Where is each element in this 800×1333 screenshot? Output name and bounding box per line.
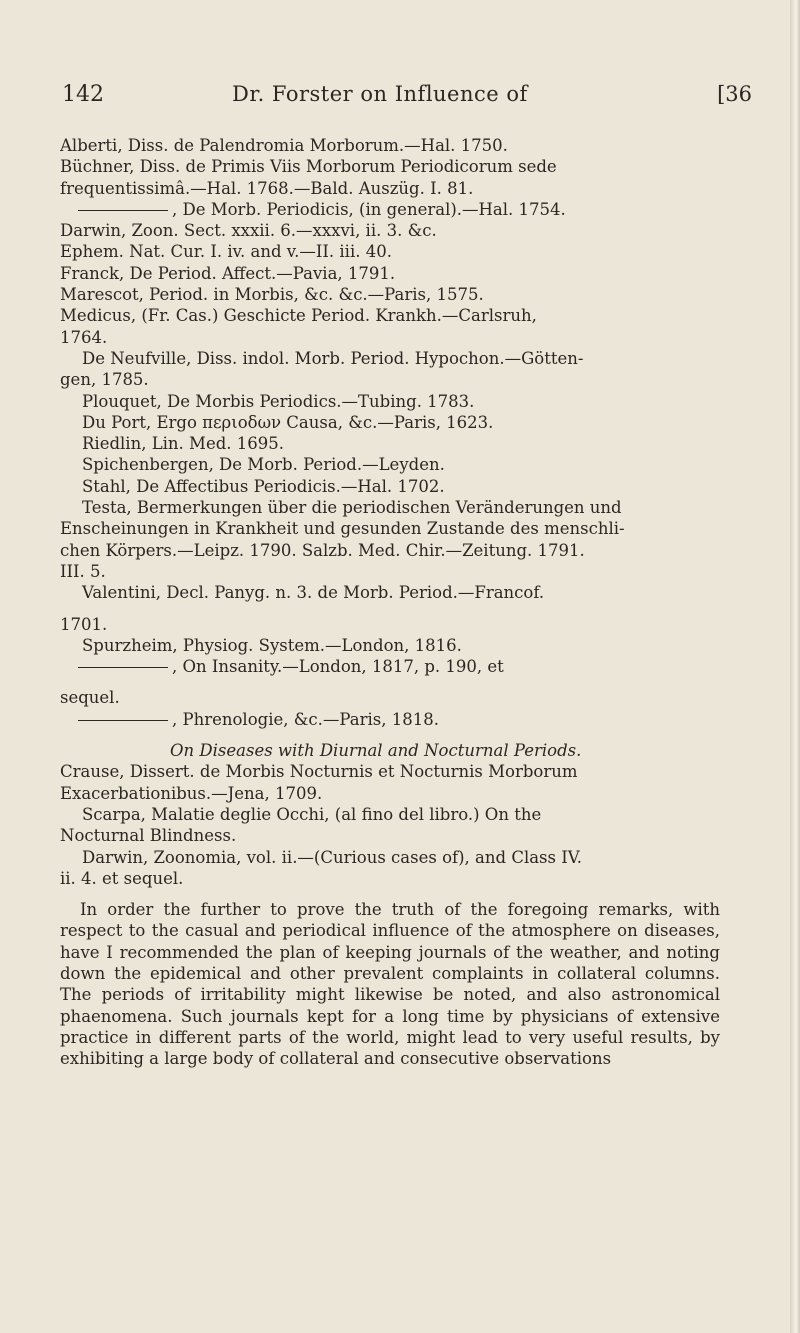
reference-line: Darwin, Zoon. Sect. xxxii. 6.—xxxvi, ii. 3. &c.	[60, 221, 437, 241]
running-title: Dr. Forster on Influence of	[232, 82, 528, 106]
reference-line: Scarpa, Malatie deglie Occhi, (al fino del libro.) On the	[82, 804, 542, 824]
page-edge	[790, 0, 800, 1333]
reference-line: Spichenbergen, De Morb. Period.—Leyden.	[82, 455, 445, 475]
reference-line: Crause, Dissert. de Morbis Nocturnis et Nocturnis Morborum	[60, 762, 578, 782]
reference-line: Ephem. Nat. Cur. I. iv. and v.—II. iii. 40.	[60, 242, 392, 262]
reference-line: III. 5.	[60, 561, 106, 581]
reference-line: Valentini, Decl. Panyg. n. 3. de Morb. Period.—Francof.	[82, 583, 545, 603]
reference-line: Büchner, Diss. de Primis Viis Morborum Periodicorum sede	[60, 157, 557, 177]
reference-line: Medicus, (Fr. Cas.) Geschicte Period. Krankh.—Carlsruh,	[60, 306, 537, 326]
references-block	[60, 135, 755, 1069]
ditto-rule	[78, 667, 168, 668]
section-heading: On Diseases with Diurnal and Nocturnal Periods.	[170, 741, 582, 761]
reference-line: Du Port, Ergo περιοδων Causa, &c.—Paris, 1623.	[82, 412, 494, 432]
reference-line: Exacerbationibus.—Jena, 1709.	[60, 783, 323, 803]
reference-line: ii. 4. et sequel.	[60, 868, 184, 888]
reference-line: gen, 1785.	[60, 370, 149, 390]
reference-line: 1764.	[60, 327, 108, 347]
reference-line: frequentissimâ.—Hal. 1768.—Bald. Auszüg. I. 81.	[60, 178, 474, 198]
reference-line: Testa, Bermerkungen über die periodischen Veränderungen und	[82, 498, 622, 518]
section-bracket: [36	[717, 82, 752, 106]
ditto-rule	[78, 720, 168, 721]
reference-line: Franck, De Period. Affect.—Pavia, 1791.	[60, 263, 396, 283]
reference-line: Darwin, Zoonomia, vol. ii.—(Curious cases of), and Class IV.	[82, 847, 583, 867]
page-number: 142	[62, 82, 104, 107]
body-paragraph: In order the further to prove the truth of the foregoing remarks, with respect to the casual and periodical influence of the atmosphere on diseases, have I recommended the plan of keeping journals of the weather, and noting down the epidemical and other prevalent complaints in collateral columns. The periods of irritability might likewise be noted, and also astronomical phaenomena. Such journals kept for a long time by physicians of extensive practice in different parts of the world, might lead to very useful results, by exhibiting a large body of collateral and consecutive observations	[60, 900, 720, 1069]
reference-line: chen Körpers.—Leipz. 1790. Salzb. Med. Chir.—Zeitung. 1791.	[60, 540, 585, 560]
reference-line: Stahl, De Affectibus Periodicis.—Hal. 1702.	[82, 476, 445, 496]
reference-line: , De Morb. Periodicis, (in general).—Hal. 1754.	[60, 199, 755, 220]
reference-line: Spurzheim, Physiog. System.—London, 1816.	[82, 635, 462, 655]
reference-line: De Neufville, Diss. indol. Morb. Period. Hypochon.—Götten-	[82, 348, 584, 368]
reference-line: Enscheinungen in Krankheit und gesunden Zustande des menschli-	[60, 519, 625, 539]
reference-line: , Phrenologie, &c.—Paris, 1818.	[60, 709, 755, 730]
reference-line: Alberti, Diss. de Palendromia Morborum.—Hal. 1750.	[60, 136, 508, 155]
reference-line: sequel.	[60, 688, 120, 708]
ditto-rule	[78, 210, 168, 211]
reference-line: Plouquet, De Morbis Periodics.—Tubing. 1783.	[82, 391, 475, 411]
page-header	[62, 82, 752, 118]
reference-line: Marescot, Period. in Morbis, &c. &c.—Paris, 1575.	[60, 285, 484, 305]
reference-line: 1701.	[60, 614, 108, 634]
reference-line: Nocturnal Blindness.	[60, 826, 237, 846]
reference-line: , On Insanity.—London, 1817, p. 190, et	[60, 656, 755, 677]
reference-line: Riedlin, Lin. Med. 1695.	[82, 434, 284, 454]
